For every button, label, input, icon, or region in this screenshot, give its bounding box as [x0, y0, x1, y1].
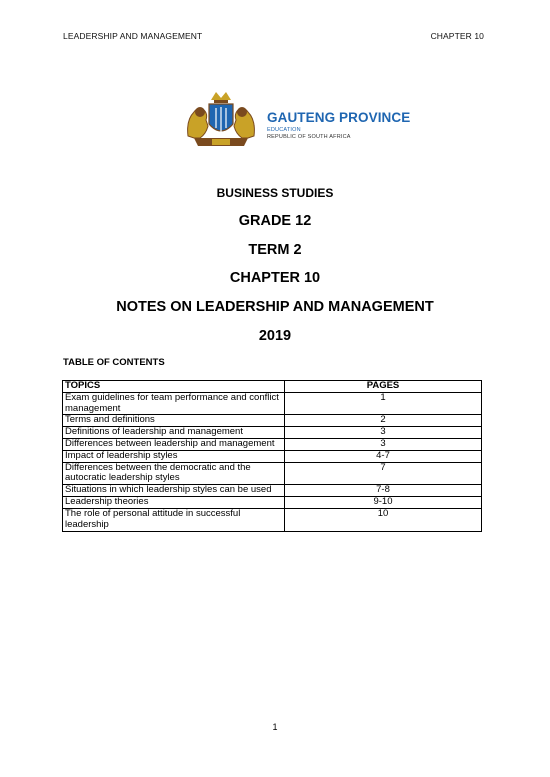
- table-row: [63, 415, 482, 427]
- toc-col-topics: TOPICS: [63, 381, 285, 393]
- toc-pages: 7: [285, 462, 482, 485]
- toc-header-row: [63, 381, 482, 393]
- toc-pages: 7-8: [285, 485, 482, 497]
- table-row: [63, 462, 482, 485]
- toc-col-pages: PAGES: [285, 381, 482, 393]
- toc-topic: Terms and definitions: [63, 415, 285, 427]
- table-row: [63, 450, 482, 462]
- toc-topic: Differences between the democratic and the autocratic leadership styles: [63, 462, 285, 485]
- year-title: 2019: [258, 328, 292, 344]
- grade-title: GRADE 12: [238, 213, 312, 229]
- toc-pages: 4-7: [285, 450, 482, 462]
- logo-province-name: GAUTENG PROVINCE: [267, 110, 411, 125]
- table-row: [63, 438, 482, 450]
- logo-department: EDUCATION: [267, 127, 301, 133]
- table-row: [63, 485, 482, 497]
- gauteng-logo: [176, 90, 411, 152]
- chapter-title: CHAPTER 10: [229, 270, 321, 286]
- toc-topic: Differences between leadership and management: [63, 438, 285, 450]
- toc-topic: Situations in which leadership styles can be used: [63, 485, 285, 497]
- toc-topic: Definitions of leadership and management: [63, 427, 285, 439]
- toc-topic: Exam guidelines for team performance and conflict management: [63, 392, 285, 415]
- table-row: [63, 508, 482, 532]
- toc-topic: The role of personal attitude in successful leadership: [63, 508, 285, 532]
- toc-pages: 1: [285, 392, 482, 415]
- term-title: TERM 2: [248, 242, 302, 258]
- table-row: [63, 427, 482, 439]
- table-row: [63, 496, 482, 508]
- toc-pages: 3: [285, 427, 482, 439]
- page-number: 1: [272, 722, 278, 732]
- coat-of-arms-icon: [176, 90, 266, 152]
- toc-pages: 3: [285, 438, 482, 450]
- logo-country: REPUBLIC OF SOUTH AFRICA: [267, 134, 351, 140]
- toc-topic: Impact of leadership styles: [63, 450, 285, 462]
- running-header-left: LEADERSHIP AND MANAGEMENT: [63, 31, 203, 41]
- toc-pages: 2: [285, 415, 482, 427]
- toc-pages: 10: [285, 508, 482, 532]
- notes-title: NOTES ON LEADERSHIP AND MANAGEMENT: [116, 299, 434, 315]
- toc-heading: TABLE OF CONTENTS: [63, 357, 165, 368]
- toc-topic: Leadership theories: [63, 496, 285, 508]
- toc-table: [62, 380, 482, 532]
- running-header-right: CHAPTER 10: [430, 31, 484, 41]
- toc-pages: 9-10: [285, 496, 482, 508]
- subject-title: BUSINESS STUDIES: [216, 186, 334, 200]
- table-row: [63, 392, 482, 415]
